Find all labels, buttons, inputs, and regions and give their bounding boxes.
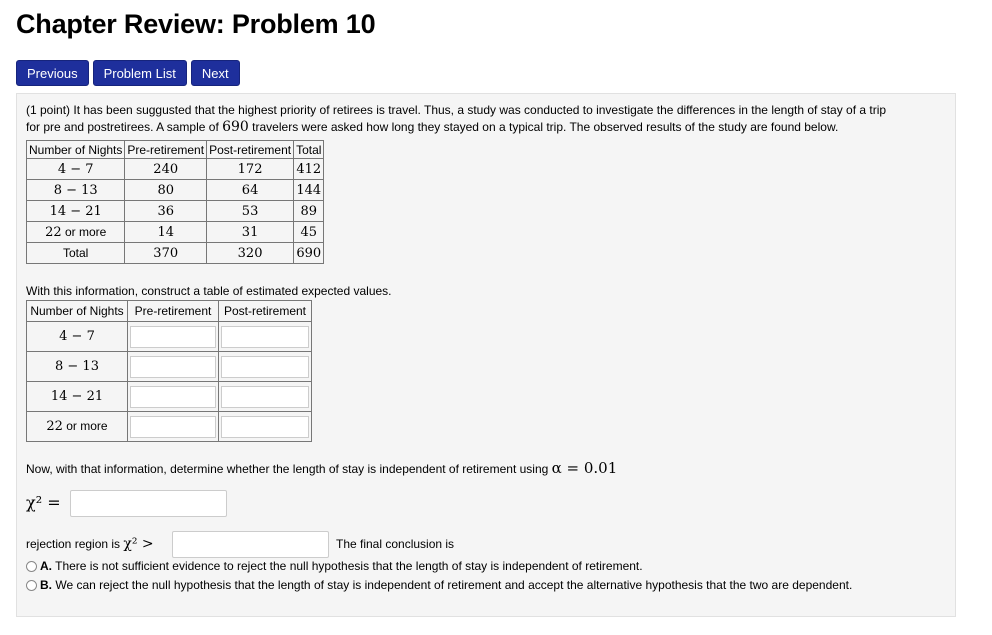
problem-intro [26, 102, 946, 136]
row-label-text: or more [61, 224, 107, 239]
post-cell [219, 352, 312, 382]
expected-prompt: With this information, construct a table of estimated expected values. [26, 284, 392, 298]
option-a-letter: A. [40, 559, 52, 573]
post-cell [219, 382, 312, 412]
table-row [27, 412, 312, 442]
expected-table [26, 300, 312, 442]
expected-pre-input[interactable] [130, 356, 216, 378]
post-value: 320 [207, 243, 294, 264]
row-label: 14 − 21 [27, 382, 128, 412]
observed-header: Post-retirement [207, 141, 294, 159]
expected-post-input[interactable] [221, 416, 309, 438]
pre-cell [128, 352, 219, 382]
row-label: 14 − 21 [27, 201, 125, 222]
option-a-label[interactable] [40, 558, 643, 575]
total-value: 144 [294, 180, 324, 201]
total-value: 690 [294, 243, 324, 264]
intro-line-2a: for pre and postretirees. A sample of [26, 120, 223, 134]
problem-panel [16, 93, 956, 617]
total-value: 45 [294, 222, 324, 243]
independence-prompt [26, 460, 946, 478]
alpha-expression: α = 0.01 [551, 459, 618, 477]
post-value: 64 [207, 180, 294, 201]
problem-list-button[interactable]: Problem List [93, 60, 187, 86]
intro-line-2b: travelers were asked how long they stayed on a typical trip. The observed results of the study are found below. [248, 120, 839, 134]
row-label: 4 − 7 [27, 159, 125, 180]
expected-header-row [27, 301, 312, 322]
table-row [27, 201, 324, 222]
total-value: 412 [294, 159, 324, 180]
independence-text: Now, with that information, determine whether the length of stay is independent of retirement using [26, 462, 552, 476]
expected-post-input[interactable] [221, 326, 309, 348]
option-b-letter: B. [40, 578, 52, 592]
table-row [27, 352, 312, 382]
problem-nav [16, 60, 240, 86]
post-value: 172 [207, 159, 294, 180]
observed-header: Total [294, 141, 324, 159]
observed-header-row [27, 141, 324, 159]
row-label [27, 222, 125, 243]
table-row [27, 180, 324, 201]
row-label: Total [27, 243, 125, 264]
rejection-region-label [26, 536, 154, 553]
post-value: 53 [207, 201, 294, 222]
post-cell [219, 322, 312, 352]
sample-size: 690 [222, 119, 249, 135]
row-label-number: 22 [46, 419, 63, 434]
option-a-radio[interactable] [26, 561, 37, 572]
post-value: 31 [207, 222, 294, 243]
pre-value: 370 [125, 243, 207, 264]
option-a-text: There is not sufficient evidence to reject the null hypothesis that the length of stay is independent of retirement. [52, 559, 643, 573]
expected-post-input[interactable] [221, 386, 309, 408]
option-b-label[interactable] [40, 577, 852, 594]
row-label-text: or more [62, 419, 108, 433]
observed-table [26, 140, 324, 264]
row-label: 4 − 7 [27, 322, 128, 352]
row-label: 8 − 13 [27, 352, 128, 382]
expected-header: Pre-retirement [128, 301, 219, 322]
row-label [27, 412, 128, 442]
total-row [27, 243, 324, 264]
expected-post-input[interactable] [221, 356, 309, 378]
pre-value: 80 [125, 180, 207, 201]
post-cell [219, 412, 312, 442]
rejection-region-input[interactable] [172, 531, 329, 558]
expected-pre-input[interactable] [130, 386, 216, 408]
observed-header: Number of Nights [27, 141, 125, 159]
pre-cell [128, 322, 219, 352]
expected-pre-input[interactable] [130, 326, 216, 348]
page-title: Chapter Review: Problem 10 [16, 9, 376, 39]
table-row [27, 159, 324, 180]
next-button[interactable]: Next [191, 60, 240, 86]
table-row [27, 382, 312, 412]
intro-line-1: (1 point) It has been suggusted that the highest priority of retirees is travel. Thus, a study was conducted to investigate the differences in the length of stay of a trip [26, 103, 887, 117]
observed-header: Pre-retirement [125, 141, 207, 159]
rejection-text: rejection region is [26, 537, 124, 551]
expected-header: Post-retirement [219, 301, 312, 322]
option-b-text: We can reject the null hypothesis that the length of stay is independent of retirement and accept the alternative hypothesis that the two are dependent. [52, 578, 853, 592]
option-b-radio[interactable] [26, 580, 37, 591]
expected-header: Number of Nights [27, 301, 128, 322]
expected-pre-input[interactable] [130, 416, 216, 438]
pre-cell [128, 412, 219, 442]
pre-value: 36 [125, 201, 207, 222]
table-row [27, 222, 324, 243]
final-conclusion-label: The final conclusion is [336, 537, 455, 551]
row-label-number: 22 [45, 224, 62, 240]
total-value: 89 [294, 201, 324, 222]
chi-square-input[interactable] [70, 490, 227, 517]
rejection-expression: χ² > [123, 536, 154, 552]
pre-cell [128, 382, 219, 412]
pre-value: 14 [125, 222, 207, 243]
pre-value: 240 [125, 159, 207, 180]
chi-square-label: χ² = [26, 493, 61, 512]
row-label: 8 − 13 [27, 180, 125, 201]
previous-button[interactable]: Previous [16, 60, 89, 86]
table-row [27, 322, 312, 352]
